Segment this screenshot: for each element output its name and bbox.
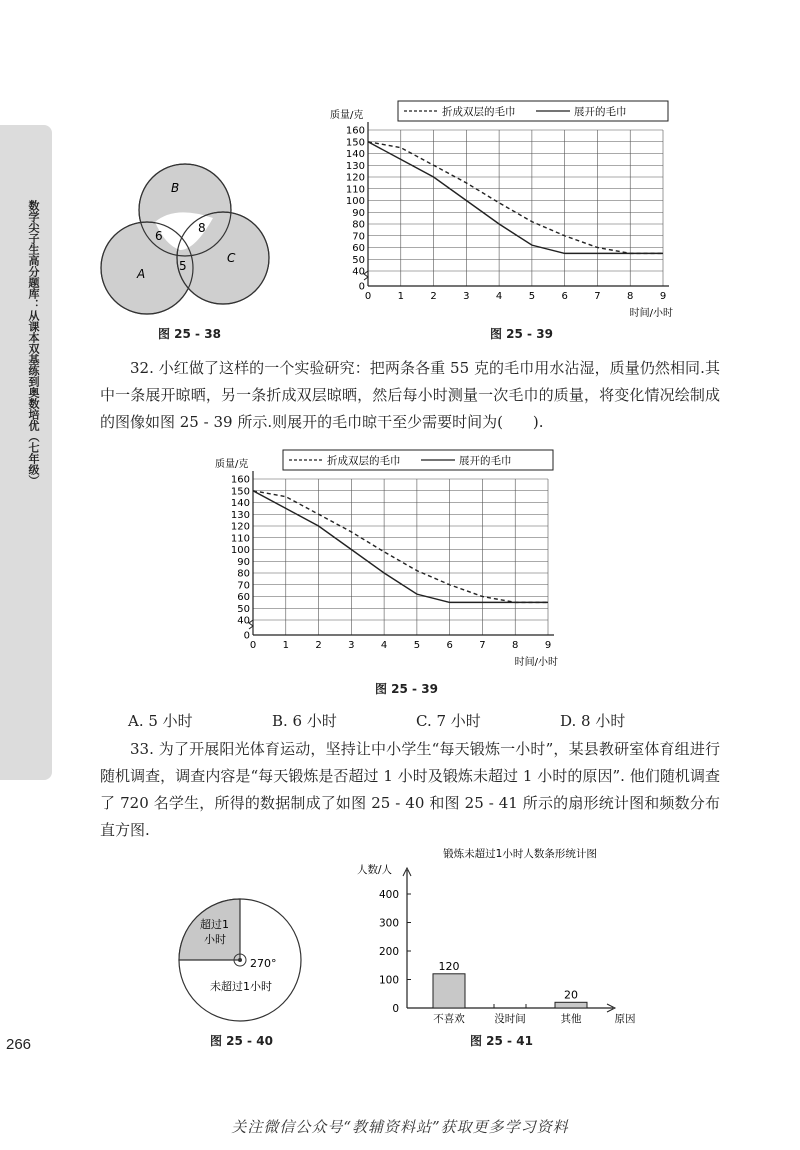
top-chart-xtick-label: 8 [627,291,634,302]
top-chart-series-line-0 [368,142,663,254]
mid-chart-xtick-label: 6 [446,640,453,651]
bar-chart-title: 锻炼未超过1小时人数条形统计图 [443,848,597,860]
top-chart-ytick-label: 80 [352,219,365,231]
mid-chart-ytick-label: 70 [237,580,250,592]
pie-chart [170,895,310,1025]
venn-number-8: 8 [198,221,206,235]
top-chart-ytick-label: 130 [345,160,365,172]
mid-chart-ytick-label: 110 [230,533,250,545]
mid-chart-ytick-label: 80 [237,568,250,580]
top-chart-series-line-1 [368,142,663,254]
top-chart-ylabel: 质量/克 [330,110,364,121]
bar-chart-category-label: 不喜欢 [433,1013,465,1025]
top-chart-xlabel: 时间/小时 [629,308,673,319]
top-chart-xtick-label: 6 [561,291,568,302]
mid-chart-ytick-label: 90 [237,556,250,568]
top-chart-ytick-label: 110 [345,184,365,196]
mid-chart-series-line-1 [253,491,548,603]
bar-chart-ytick-label: 300 [378,917,399,930]
bar-chart [355,842,655,1027]
question-33: 33. 为了开展阳光体育运动，坚持让中小学生“每天锻炼一小时”，某县教研室体育组进行随机调查，调查内容是“每天锻炼是否超过 1 小时及锻炼未超过 1 小时的原因”. 他们随机调查了 720 名学生，所得的数据制成了如图 25 - 40 和图 25 - 41 所示的扇形统计图和频数分布直方图. [100,740,720,839]
mid-chart-xlabel: 时间/小时 [514,657,558,668]
mid-chart-xtick-label: 1 [282,640,289,651]
option-b: B. 6 小时 [272,712,337,730]
option-a: A. 5 小时 [128,712,193,730]
top-chart-legend-label-0: 折成双层的毛巾 [442,106,516,118]
bar-chart-ytick-label: 200 [378,946,399,958]
mid-chart-series-line-0 [253,491,548,603]
venn-number-6: 6 [155,229,163,243]
top-chart-xtick-label: 7 [594,291,601,302]
bar-value-label-0: 120 [438,959,460,973]
top-chart-xtick-label: 0 [364,291,372,302]
mid-chart-xtick-label: 3 [348,640,355,651]
option-d: D. 8 小时 [560,712,626,730]
mid-chart-ytick-label: 50 [237,603,250,615]
mid-chart-ytick-label: 100 [230,545,250,556]
top-chart-ytick-label: 60 [352,243,365,254]
pie-label-over-1: 超过1 [200,918,229,931]
line-chart-top-caption: 图 25 - 39 [490,327,553,341]
mid-chart-legend-label-0: 折成双层的毛巾 [327,455,401,467]
mid-chart-ytick-label: 140 [230,498,250,509]
footer-text: 关注微信公众号“教辅资料站”获取更多学习资料 [231,1118,569,1136]
bar-chart-category-label: 其他 [560,1013,582,1025]
top-chart-ytick-label: 90 [352,207,365,219]
top-chart-ytick-label: 150 [345,137,365,149]
mid-chart-xtick-label: 5 [413,640,421,651]
top-chart-ytick-label: 0 [358,281,365,293]
page-number: 266 [6,1036,32,1053]
mid-chart-ytick-label: 160 [230,474,250,486]
mid-chart-legend-label-1: 展开的毛巾 [459,455,512,467]
pie-caption: 图 25 - 40 [210,1034,273,1048]
top-chart-xtick-label: 1 [397,291,404,302]
mid-chart-xtick-label: 7 [479,640,486,651]
top-chart-ytick-label: 40 [352,266,365,278]
mid-chart-ylabel: 质量/克 [215,459,249,470]
mid-chart-xtick-label: 8 [512,640,519,651]
top-chart-ytick-label: 160 [345,125,365,137]
line-chart-mid [205,447,575,672]
top-chart-xtick-label: 2 [430,291,437,302]
top-chart-xtick-label: 3 [463,291,470,302]
line-chart-top [320,98,690,323]
mid-chart-xtick-label: 9 [544,640,552,651]
venn-label-c: C [227,251,236,265]
question-32: 32. 小红做了这样的一个实验研究：把两条各重 55 克的毛巾用水沾湿，质量仍然相同.其中一条展开晾晒，另一条折成双层晾晒，然后每小时测量一次毛巾的质量，将变化情况绘制成的图像如图 25 - 39 所示.则展开的毛巾晾干至少需要时间为( ). [100,359,720,431]
pie-label-not-over: 未超过1小时 [210,980,272,993]
top-chart-xtick-label: 4 [495,291,503,302]
bar-2 [555,1002,587,1008]
venn-caption: 图 25 - 38 [158,327,221,341]
mid-chart-ytick-label: 40 [237,615,250,627]
mid-chart-legend [283,450,553,470]
bar-caption: 图 25 - 41 [470,1034,533,1048]
venn-diagram [95,150,280,315]
mid-chart-xtick-label: 4 [380,640,388,651]
mid-chart-ytick-label: 150 [230,486,250,498]
mid-chart-ytick-label: 130 [230,509,250,521]
mid-chart-ytick-label: 60 [237,592,250,603]
bar-0 [433,974,465,1008]
top-chart-ytick-label: 50 [352,254,365,266]
top-chart-xtick-label: 5 [528,291,536,302]
bar-chart-ylabel: 人数/人 [357,864,393,876]
mid-chart-xtick-label: 2 [315,640,322,651]
bar-chart-ytick-label: 100 [378,974,399,987]
bar-chart-xlabel: 原因 [614,1013,636,1025]
line-chart-mid-caption: 图 25 - 39 [375,682,438,696]
pie-label-over-2: 小时 [204,933,226,946]
mid-chart-ytick-label: 0 [243,630,250,642]
top-chart-legend [398,101,668,121]
top-chart-ytick-label: 120 [345,172,365,184]
top-chart-xtick-label: 9 [659,291,667,302]
top-chart-legend-label-1: 展开的毛巾 [574,106,627,118]
bar-chart-ytick-label: 400 [378,889,399,901]
venn-number-5: 5 [179,259,187,273]
top-chart-ytick-label: 70 [352,231,365,243]
venn-label-a: A [137,267,146,281]
side-tab-text: 数学尖子生高分题库：从课本双基练到奥数培优（七年级） [27,200,40,486]
mid-chart-ytick-label: 120 [230,521,250,533]
bar-chart-ytick-label: 0 [392,1003,399,1015]
top-chart-ytick-label: 140 [345,149,365,160]
venn-label-b: B [171,181,180,195]
top-chart-ytick-label: 100 [345,196,365,207]
bar-chart-category-label: 没时间 [494,1013,526,1025]
bar-value-label-2: 20 [564,988,578,1002]
pie-angle-label: 270° [250,957,277,970]
option-c: C. 7 小时 [416,712,481,730]
mid-chart-xtick-label: 0 [249,640,257,651]
